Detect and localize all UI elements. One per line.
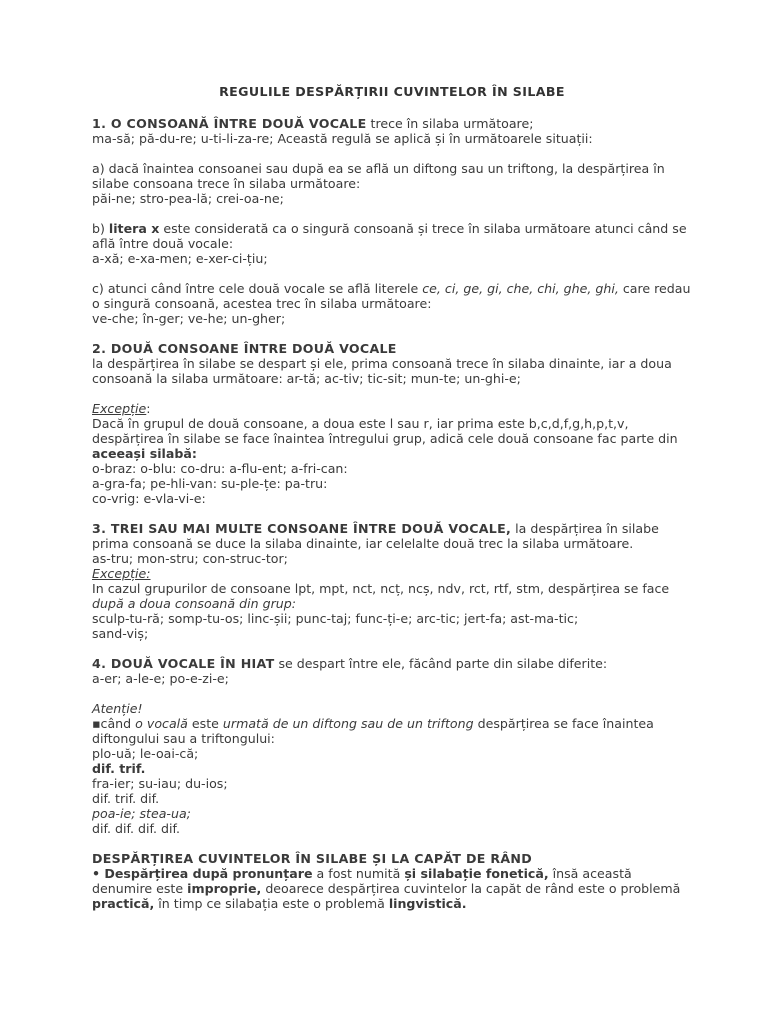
section-5-text — [92, 866, 692, 911]
section-1-heading-line — [92, 116, 692, 131]
exception-text: Dacă în grupul de două consoane, a doua este l sau r, iar prima este b,c,d,f,g,h,p,t,v, despărțirea în silabe se face înaintea întregului grup, adică cele două consoane fac parte din — [92, 416, 678, 446]
section-2-text: la despărțirea în silabe se despart și ele, prima consoană trece în silaba dinainte, iar a doua consoană la silaba următoare: ar-tă; ac-tiv; tic-sit; mun-te; un-ghi-e; — [92, 356, 672, 386]
s5-bold-4: practică, — [92, 896, 155, 911]
hiat-label-2: dif. trif. dif. — [92, 791, 160, 806]
section-3 — [92, 521, 692, 641]
section-3-exception-label: Excepție: — [92, 566, 151, 581]
section-1-b-bold: litera x — [108, 221, 160, 236]
section-1-c — [92, 281, 692, 326]
document-page — [92, 84, 692, 926]
section-3-text: la despărțirea în silabe prima consoană se duce la silaba dinainte, iar celelalte două trec la silaba următoare. — [92, 521, 659, 551]
section-4-heading-line — [92, 656, 692, 671]
hiat-label-1: dif. trif. — [92, 761, 146, 776]
page-title: REGULILE DESPĂRȚIRII CUVINTELOR ÎN SILABE — [219, 84, 565, 99]
section-1-c-lead: c) atunci când între cele două vocale se află literele — [92, 281, 423, 296]
section-2-examples-2: a-gra-fa; pe-hli-van: su-ple-țe: pa-tru: — [92, 476, 328, 491]
section-1-c-text — [92, 281, 692, 311]
section-4-examples: a-er; a-le-e; po-e-zi-e; — [92, 671, 229, 686]
section-3-examples-1: sculp-tu-ră; somp-tu-os; linc-șii; punc-taj; func-ți-e; arc-tic; jert-fa; ast-ma-tic; — [92, 611, 579, 626]
exception-bold: aceeași silabă: — [92, 446, 197, 461]
section-3-examples-2: sand-viș; — [92, 626, 149, 641]
section-4-heading: 4. DOUĂ VOCALE ÎN HIAT — [92, 656, 275, 671]
section-1 — [92, 116, 692, 146]
exception-label: Excepție — [92, 401, 147, 416]
section-1-b-examples: a-xă; e-xa-men; e-xer-ci-țiu; — [92, 251, 268, 266]
section-3-heading-line — [92, 521, 692, 551]
section-2-heading: 2. DOUĂ CONSOANE ÎNTRE DOUĂ VOCALE — [92, 341, 397, 356]
s5-bold-3: improprie, — [187, 881, 262, 896]
section-3-heading: 3. TREI SAU MAI MULTE CONSOANE ÎNTRE DOUĂ VOCALE, — [92, 521, 512, 536]
attention-italic-1: o vocală — [135, 716, 188, 731]
section-2-exception — [92, 401, 692, 506]
attention-text — [92, 716, 692, 746]
attention-mid: este — [187, 716, 223, 731]
attention-rest: despărțirea se face înaintea diftongului sau a triftongului: — [92, 716, 654, 746]
section-4-text: se despart între ele, făcând parte din silabe diferite: — [274, 656, 608, 671]
section-1-b-text: b) litera x este considerată ca o singură consoană și trece în silaba următoare atunci când se află între două vocale: — [92, 221, 687, 251]
s5-text-1: a fost numită — [312, 866, 405, 881]
section-2-exception-text — [92, 416, 692, 461]
s5-bold-5: lingvistică. — [388, 896, 467, 911]
section-5-heading: DESPĂRȚIREA CUVINTELOR ÎN SILABE ȘI LA CAPĂT DE RÂND — [92, 851, 532, 866]
s5-bold-2: și silabație fonetică, — [404, 866, 549, 881]
section-3-exception-text — [92, 581, 692, 611]
s5-text-4: în timp ce silabația este o problemă — [154, 896, 389, 911]
section-1-a — [92, 161, 692, 206]
section-1-b-rest: este considerată ca o singură consoană și trece în silaba următoare atunci când se află între două vocale: — [92, 221, 687, 251]
section-2-exception-label: Excepție: — [92, 401, 151, 416]
s5-text-2: însă această denumire este — [92, 866, 632, 896]
section-1-a-examples: păi-ne; stro-pea-lă; crei-oa-ne; — [92, 191, 284, 206]
hiat-example-3: poa-ie; stea-ua; — [92, 806, 191, 821]
s5-bold-1: • Despărțirea după pronunțare — [92, 866, 313, 881]
section-3-examples: as-tru; mon-stru; con-struc-tor; — [92, 551, 288, 566]
hiat-example-2: fra-ier; su-iau; du-ios; — [92, 776, 228, 791]
section-2-examples-3: co-vrig: e-vla-vi-e: — [92, 491, 206, 506]
attention-italic-2: urmată de un diftong sau de un triftong — [222, 716, 474, 731]
s5-text-3: deoarece despărțirea cuvintelor la capăt de rând este o problemă — [261, 881, 681, 896]
section-5 — [92, 851, 692, 911]
section-4-attention — [92, 701, 692, 836]
section-2-examples-1: o-braz: o-blu: co-dru: a-flu-ent; a-fri-can: — [92, 461, 348, 476]
exception-text: In cazul grupurilor de consoane lpt, mpt, nct, ncț, ncș, ndv, rct, rtf, stm, despărțirea se face — [92, 581, 670, 596]
section-1-heading: 1. O CONSOANĂ ÎNTRE DOUĂ VOCALE — [92, 116, 367, 131]
section-1-a-text: a) dacă înaintea consoanei sau după ea se află un diftong sau un triftong, la despărțirea în silabe consoana trece în silaba următoare: — [92, 161, 665, 191]
attention-lead: ▪când — [92, 716, 136, 731]
section-4 — [92, 656, 692, 686]
section-2 — [92, 341, 692, 386]
section-1-b — [92, 221, 692, 266]
hiat-example-1: plo-uă; le-oai-că; — [92, 746, 199, 761]
hiat-label-3: dif. dif. dif. dif. — [92, 821, 181, 836]
section-1-c-examples: ve-che; în-ger; ve-he; un-gher; — [92, 311, 286, 326]
exception-italic: după a doua consoană din grup: — [92, 596, 296, 611]
attention-label: Atenție! — [92, 701, 143, 716]
section-1-text: trece în silaba următoare; — [366, 116, 534, 131]
section-1-examples: ma-să; pă-du-re; u-ti-li-za-re; Această regulă se aplică și în următoarele situații: — [92, 131, 593, 146]
section-1-c-italic: ce, ci, ge, gi, che, chi, ghe, ghi, — [422, 281, 619, 296]
section-1-c-rest: care redau o singură consoană, acestea trec în silaba următoare: — [92, 281, 691, 311]
